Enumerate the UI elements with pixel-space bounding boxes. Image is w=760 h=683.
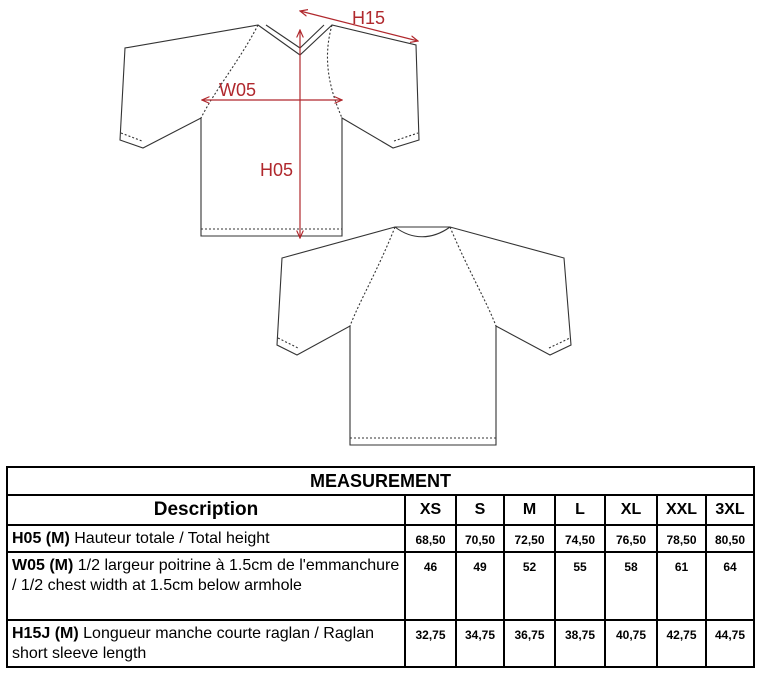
table-cell: 38,75 xyxy=(555,620,605,667)
tshirt-back-view xyxy=(277,227,571,445)
table-cell: 72,50 xyxy=(504,525,555,552)
size-header: 3XL xyxy=(706,495,754,525)
table-cell: 49 xyxy=(456,552,504,620)
table-cell: 36,75 xyxy=(504,620,555,667)
table-row xyxy=(7,525,754,552)
row-code: H15J (M) xyxy=(12,625,79,642)
size-header: XXL xyxy=(657,495,706,525)
size-header: L xyxy=(555,495,605,525)
table-cell: 46 xyxy=(405,552,456,620)
size-header: XL xyxy=(605,495,657,525)
table-cell: 58 xyxy=(605,552,657,620)
table-row xyxy=(7,552,754,620)
table-cell: 74,50 xyxy=(555,525,605,552)
size-header: M xyxy=(504,495,555,525)
w05-label: W05 xyxy=(219,80,257,100)
row-description xyxy=(7,552,405,620)
measurement-table xyxy=(6,466,755,668)
table-title-row xyxy=(7,467,754,495)
row-code: W05 (M) xyxy=(12,557,74,574)
h15-label: H15 xyxy=(352,8,386,28)
table-cell: 78,50 xyxy=(657,525,706,552)
table-header-row xyxy=(7,495,754,525)
table-cell: 55 xyxy=(555,552,605,620)
row-text: Longueur manche courte raglan / Raglan short sleeve length xyxy=(12,625,374,662)
front-body-outline xyxy=(120,25,419,236)
table-cell: 40,75 xyxy=(605,620,657,667)
table-cell: 61 xyxy=(657,552,706,620)
size-header: S xyxy=(456,495,504,525)
table-cell: 42,75 xyxy=(657,620,706,667)
table-cell: 70,50 xyxy=(456,525,504,552)
table-cell: 34,75 xyxy=(456,620,504,667)
size-header: XS xyxy=(405,495,456,525)
h05-label: H05 xyxy=(260,160,294,180)
row-text: Hauteur totale / Total height xyxy=(74,530,270,547)
table-cell: 52 xyxy=(504,552,555,620)
table-row xyxy=(7,620,754,667)
table-cell: 32,75 xyxy=(405,620,456,667)
table-cell: 80,50 xyxy=(706,525,754,552)
table-cell: 68,50 xyxy=(405,525,456,552)
row-code: H05 (M) xyxy=(12,530,70,547)
tshirt-front-view xyxy=(120,25,419,236)
row-text: 1/2 largeur poitrine à 1.5cm de l'emmanchure / 1/2 chest width at 1.5cm below armhole xyxy=(12,557,400,594)
description-header: Description xyxy=(7,495,405,525)
back-body-outline xyxy=(277,227,571,445)
table-cell: 64 xyxy=(706,552,754,620)
table-cell: 76,50 xyxy=(605,525,657,552)
row-description xyxy=(7,525,405,552)
table-cell: 44,75 xyxy=(706,620,754,667)
table-title: MEASUREMENT xyxy=(7,467,754,495)
row-description xyxy=(7,620,405,667)
